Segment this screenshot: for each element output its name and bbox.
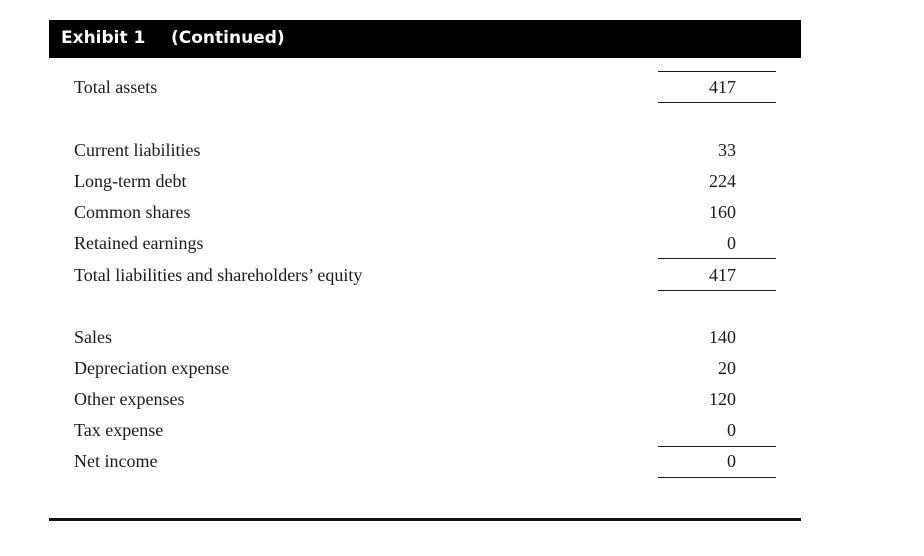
- row-label-common-shares: Common shares: [74, 202, 191, 222]
- exhibit-bottom-rule: [49, 518, 801, 521]
- row-value-current-liabilities: 33: [718, 140, 736, 160]
- row-value-retained-earnings: 0: [727, 233, 736, 253]
- net-income-bottom-rule: [658, 477, 776, 478]
- total-liabilities-bottom-rule: [658, 290, 776, 291]
- row-label-current-liabilities: Current liabilities: [74, 140, 201, 160]
- row-label-long-term-debt: Long-term debt: [74, 171, 187, 191]
- row-label-other-expenses: Other expenses: [74, 389, 185, 409]
- total-liabilities-top-rule: [658, 258, 776, 259]
- exhibit-title: Exhibit 1: [61, 28, 146, 48]
- row-label-depreciation-expense: Depreciation expense: [74, 358, 230, 378]
- row-label-tax-expense: Tax expense: [74, 420, 164, 440]
- row-value-total-liabilities-equity: 417: [709, 265, 736, 285]
- row-label-net-income: Net income: [74, 451, 158, 471]
- net-income-top-rule: [658, 446, 776, 447]
- row-value-depreciation-expense: 20: [718, 358, 736, 378]
- row-value-sales: 140: [709, 327, 736, 347]
- row-label-retained-earnings: Retained earnings: [74, 233, 204, 253]
- row-label-sales: Sales: [74, 327, 112, 347]
- row-value-long-term-debt: 224: [709, 171, 736, 191]
- total-assets-bottom-rule: [658, 102, 776, 103]
- row-value-common-shares: 160: [709, 202, 736, 222]
- row-label-total-assets: Total assets: [74, 77, 158, 97]
- exhibit-subtitle: (Continued): [171, 28, 285, 48]
- total-assets-top-rule: [658, 71, 776, 72]
- row-value-total-assets: 417: [709, 77, 736, 97]
- row-value-net-income: 0: [727, 451, 736, 471]
- row-value-other-expenses: 120: [709, 389, 736, 409]
- row-value-tax-expense: 0: [727, 420, 736, 440]
- exhibit-header-bar: [49, 20, 801, 58]
- row-label-total-liabilities-equity: Total liabilities and shareholders’ equity: [74, 265, 363, 285]
